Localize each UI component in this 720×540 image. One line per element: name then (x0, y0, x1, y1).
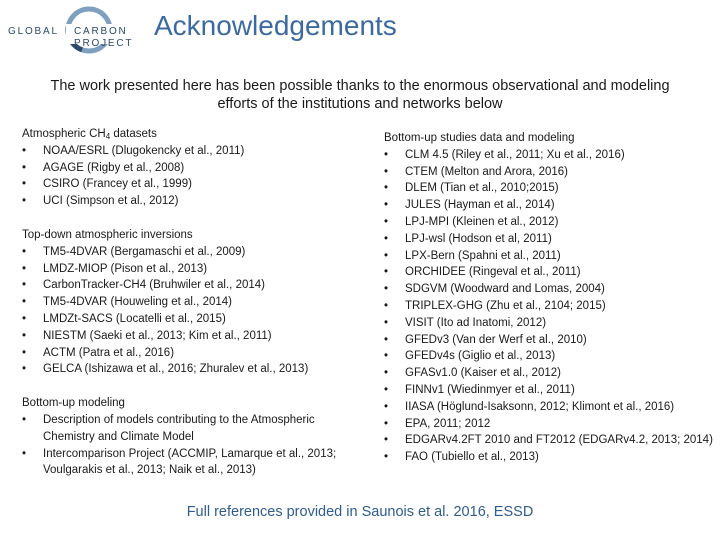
list-item: • VISIT (Ito ad Inatomi, 2012) (384, 315, 714, 332)
list-item: • Description of models contributing to the Atmospheric Chemistry and Climate Model (22, 412, 362, 446)
list-item: • CLM 4.5 (Riley et al., 2011; Xu et al., 2016) (384, 147, 714, 164)
references-footer (0, 504, 720, 520)
list-item: • GELCA (Ishizawa et al., 2016; Zhuralev et al., 2013) (22, 361, 382, 378)
bottomup-modeling-heading: Bottom-up modeling (22, 397, 125, 410)
bottomup-studies-list (384, 147, 714, 466)
logo-word-project: PROJECT (74, 38, 134, 49)
footer-text: Full references provided in (186, 504, 362, 520)
list-item: • LPX-Bern (Spahni et al., 2011) (384, 248, 714, 265)
list-item: • GFEDv3 (Van der Werf et al., 2010) (384, 332, 714, 349)
footer-text-suffix: 2016, ESSD (449, 504, 534, 520)
heading-text-suffix: datasets (110, 128, 157, 140)
heading-text: Atmospheric CH (22, 128, 106, 140)
list-item: • ORCHIDEE (Ringeval et al., 2011) (384, 264, 714, 281)
list-item: • LPJ-MPI (Kleinen et al., 2012) (384, 214, 714, 231)
list-item: • NOAA/ESRL (Dlugokencky et al., 2011) (22, 143, 382, 160)
list-item: • IIASA (Höglund-Isaksonn, 2012; Klimont et al., 2016) (384, 399, 714, 416)
page-title: Acknowledgements (154, 10, 397, 41)
right-column (384, 130, 720, 466)
list-item: • EDGARv4.2FT 2010 and FT2012 (EDGARv4.2, 2013; 2014) (384, 432, 714, 449)
list-item: • Intercomparison Project (ACCMIP, Lamarque et al., 2013; Voulgarakis et al., 2013; Naik et al., 2013) (22, 446, 362, 480)
left-column (22, 126, 382, 479)
list-item: • EPA, 2011; 2012 (384, 416, 714, 433)
list-item: • JULES (Hayman et al., 2014) (384, 197, 714, 214)
list-item: • TM5-4DVAR (Houweling et al., 2014) (22, 294, 382, 311)
list-item: • LMDZ-MIOP (Pison et al., 2013) (22, 261, 382, 278)
list-item: • UCI (Simpson et al., 2012) (22, 193, 382, 210)
global-carbon-project-logo (8, 6, 143, 56)
list-item: • AGAGE (Rigby et al., 2008) (22, 160, 382, 177)
atmospheric-datasets-heading (22, 126, 382, 143)
list-item: • FINNv1 (Wiedinmyer et al., 2011) (384, 382, 714, 399)
bottomup-modeling-list (22, 412, 362, 479)
logo-word-carbon: CARBON (74, 26, 128, 37)
topdown-inversions-heading: Top-down atmospheric inversions (22, 228, 193, 241)
intro-paragraph: The work presented here has been possible thanks to the enormous observational and modeling efforts of the institutions and networks below (50, 78, 670, 112)
footer-citation-link[interactable]: Saunois et al. (361, 504, 450, 520)
list-item: • NIESTM (Saeki et al., 2013; Kim et al., 2011) (22, 328, 382, 345)
list-item: • ACTM (Patra et al., 2016) (22, 345, 382, 362)
list-item: • CarbonTracker-CH4 (Bruhwiler et al., 2014) (22, 277, 382, 294)
list-item: • LPJ-wsl (Hodson et al, 2011) (384, 231, 714, 248)
list-item: • FAO (Tubiello et al., 2013) (384, 449, 714, 466)
list-item: • CSIRO (Francey et al., 1999) (22, 176, 382, 193)
list-item: • TM5-4DVAR (Bergamaschi et al., 2009) (22, 244, 382, 261)
list-item: • GFASv1.0 (Kaiser et al., 2012) (384, 365, 714, 382)
list-item: • LMDZt-SACS (Locatelli et al., 2015) (22, 311, 382, 328)
heading-subscript: 4 (105, 132, 111, 141)
list-item: • GFEDv4s (Giglio et al., 2013) (384, 348, 714, 365)
list-item: • DLEM (Tian et al., 2010;2015) (384, 180, 714, 197)
logo-word-global: GLOBAL (8, 26, 59, 37)
atmospheric-datasets-list (22, 143, 382, 210)
list-item: • SDGVM (Woodward and Lomas, 2004) (384, 281, 714, 298)
topdown-inversions-list (22, 244, 382, 378)
list-item: • TRIPLEX-GHG (Zhu et al., 2104; 2015) (384, 298, 714, 315)
list-item: • CTEM (Melton and Arora, 2016) (384, 164, 714, 181)
bottomup-studies-heading: Bottom-up studies data and modeling (384, 132, 575, 144)
